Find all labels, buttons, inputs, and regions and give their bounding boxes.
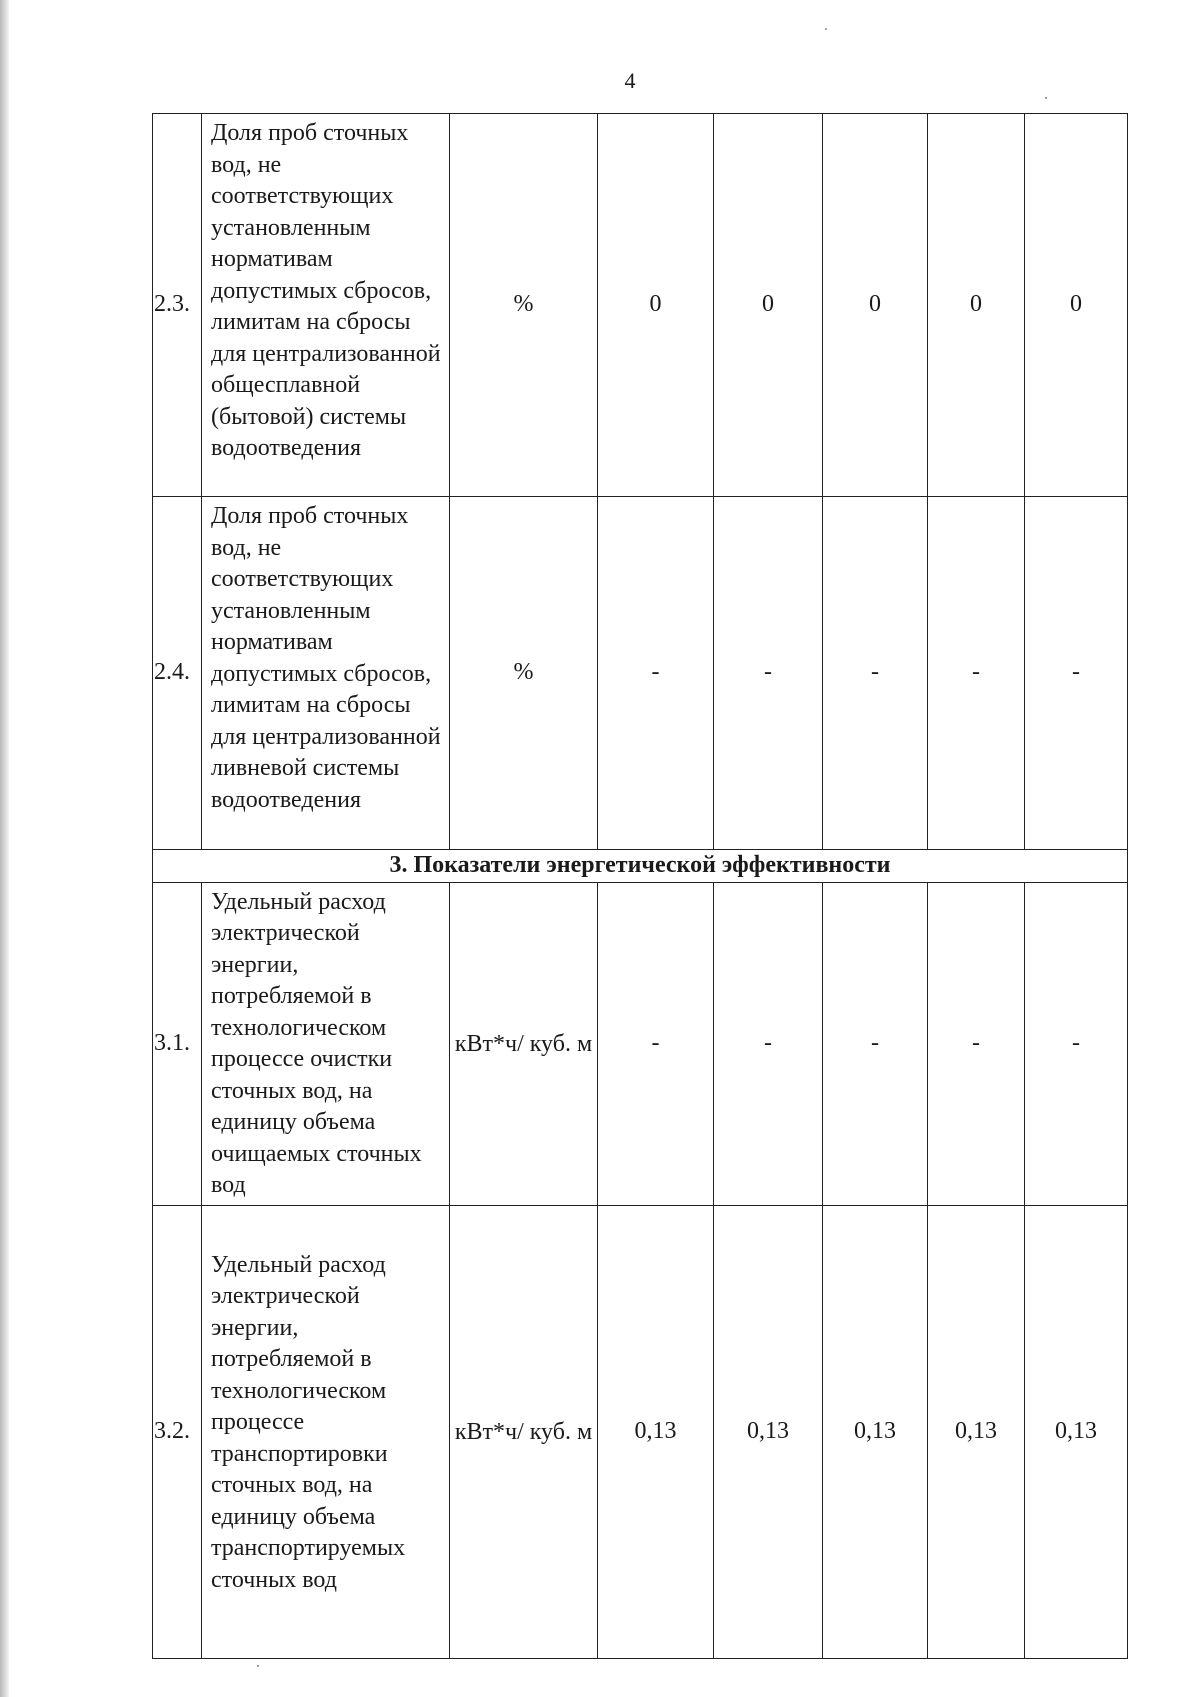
row-value-3: - xyxy=(823,497,928,850)
row-value-4: 0,13 xyxy=(928,1205,1025,1658)
row-number: 3.2. xyxy=(153,1205,202,1658)
row-value-2: - xyxy=(714,497,823,850)
row-description: Удельный расход электрической энергии, потребляемой в технологическом процессе транспортировки сточных вод, на единицу объема транспортируемых сточных вод xyxy=(202,1205,450,1658)
row-value-1: 0 xyxy=(598,114,714,497)
row-value-1: 0,13 xyxy=(598,1205,714,1658)
scan-speck xyxy=(825,28,827,30)
table-row-2-3 xyxy=(153,114,1128,497)
row-value-5: - xyxy=(1025,882,1128,1205)
row-value-4: - xyxy=(928,882,1025,1205)
row-unit: кВт*ч/ куб. м xyxy=(450,1205,598,1658)
row-value-3: 0,13 xyxy=(823,1205,928,1658)
row-value-5: 0,13 xyxy=(1025,1205,1128,1658)
row-value-3: - xyxy=(823,882,928,1205)
row-description: Доля проб сточных вод, не соответствующих установленным нормативам допустимых сбросов, лимитам на сбросы для централизованной ливневой системы водоотведения xyxy=(202,497,450,850)
scan-speck xyxy=(257,1665,259,1667)
row-number: 3.1. xyxy=(153,882,202,1205)
row-value-2: - xyxy=(714,882,823,1205)
row-value-5: 0 xyxy=(1025,114,1128,497)
row-value-5: - xyxy=(1025,497,1128,850)
row-unit: кВт*ч/ куб. м xyxy=(450,882,598,1205)
row-value-1: - xyxy=(598,882,714,1205)
scan-edge-shadow xyxy=(0,0,9,1697)
table-row-3-1 xyxy=(153,882,1128,1205)
row-description: Удельный расход электрической энергии, потребляемой в технологическом процессе очистки сточных вод, на единицу объема очищаемых сточных вод xyxy=(202,882,450,1205)
row-number: 2.4. xyxy=(153,497,202,850)
row-value-3: 0 xyxy=(823,114,928,497)
row-description: Доля проб сточных вод, не соответствующих установленным нормативам допустимых сбросов, лимитам на сбросы для централизованной общесплавной (бытовой) системы водоотведения xyxy=(202,114,450,497)
section-title-energy: 3. Показатели энергетической эффективности xyxy=(153,850,1128,883)
row-unit: % xyxy=(450,114,598,497)
row-number: 2.3. xyxy=(153,114,202,497)
row-unit: % xyxy=(450,497,598,850)
row-value-4: - xyxy=(928,497,1025,850)
row-value-4: 0 xyxy=(928,114,1025,497)
indicators-table xyxy=(152,113,1128,1659)
row-value-2: 0 xyxy=(714,114,823,497)
scan-speck xyxy=(1045,97,1047,99)
table-row-3-2 xyxy=(153,1205,1128,1658)
page-number: 4 xyxy=(624,68,636,93)
table-row-2-4 xyxy=(153,497,1128,850)
row-value-2: 0,13 xyxy=(714,1205,823,1658)
row-value-1: - xyxy=(598,497,714,850)
section-header-row xyxy=(153,850,1128,883)
